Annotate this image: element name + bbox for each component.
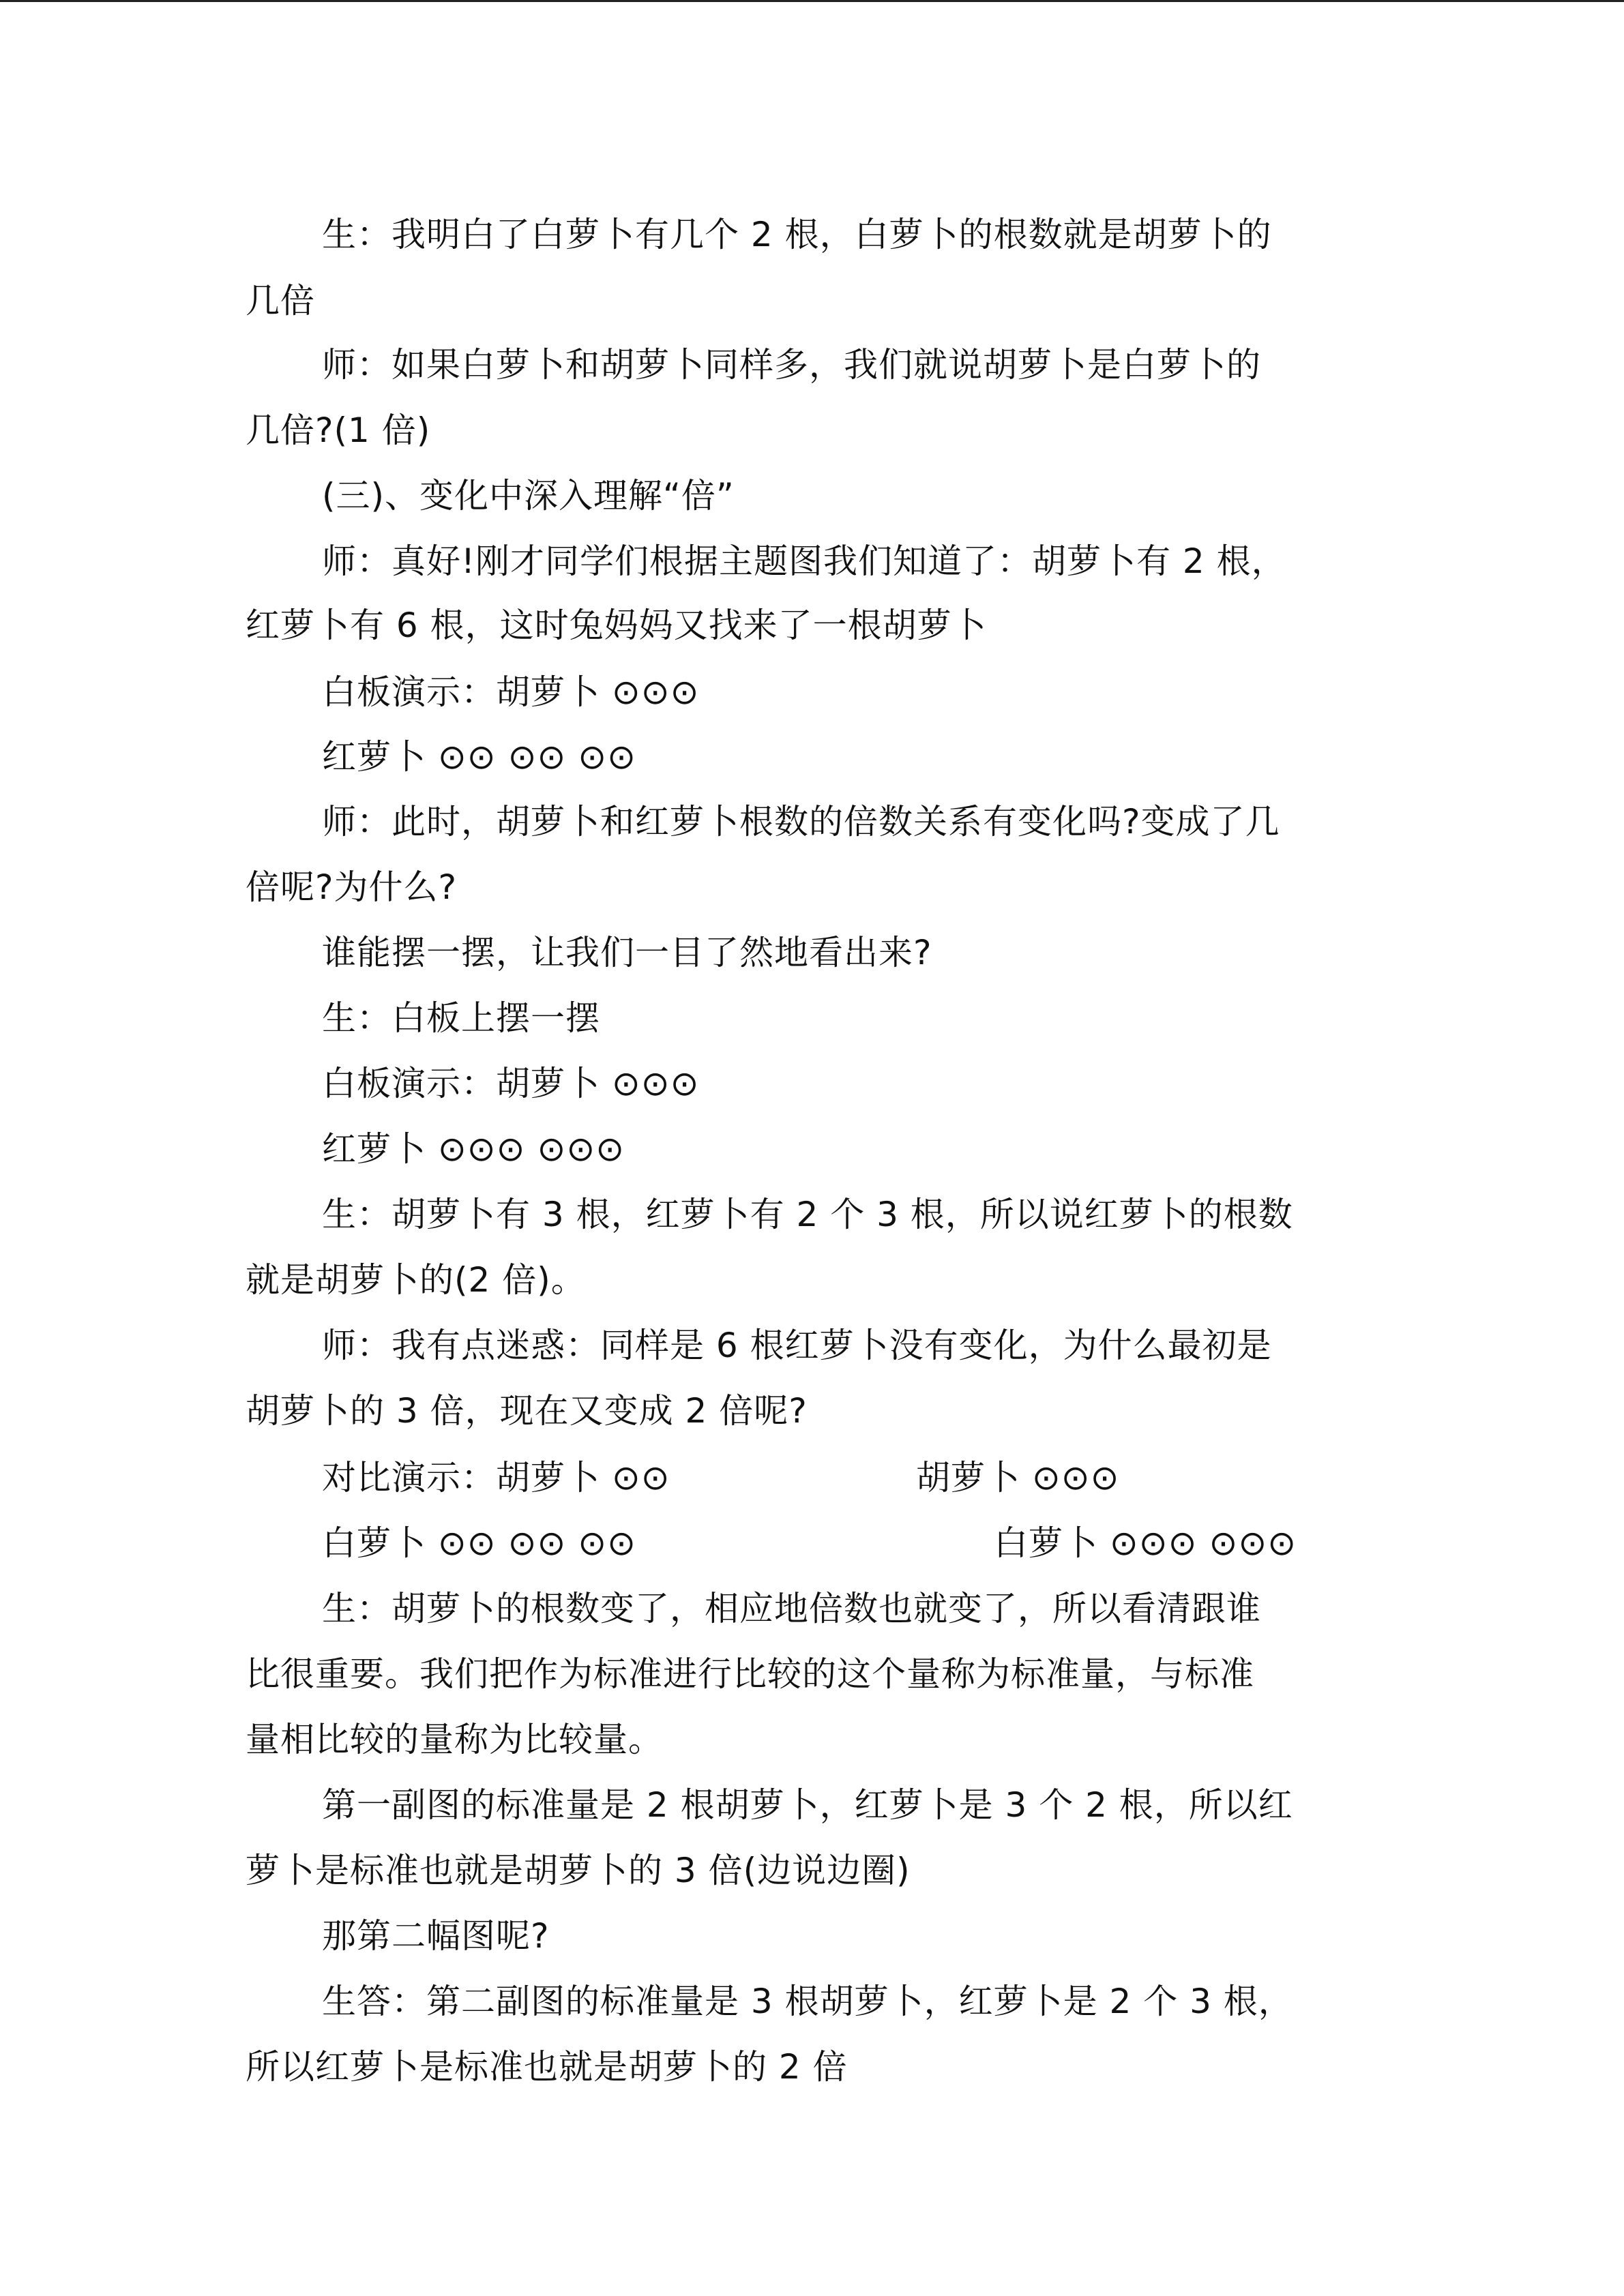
text-line: 比很重要。我们把作为标准进行比较的这个量称为标准量，与标准 xyxy=(246,1654,1254,1694)
text-line: 量相比较的量称为比较量。 xyxy=(246,1720,663,1759)
section-heading: (三)、变化中深入理解“倍” xyxy=(322,476,735,516)
text-line: 第一副图的标准量是 2 根胡萝卜，红萝卜是 3 个 2 根，所以红 xyxy=(322,1785,1293,1825)
text-line: 师：真好!刚才同学们根据主题图我们知道了：胡萝卜有 2 根， xyxy=(322,541,1286,581)
text-line: 生：白板上摆一摆 xyxy=(322,998,600,1038)
text-line: 生：胡萝卜有 3 根，红萝卜有 2 个 3 根，所以说红萝卜的根数 xyxy=(322,1195,1293,1234)
demo-line-right: 胡萝卜 ⊙⊙⊙ xyxy=(916,1458,1120,1497)
text-line: 那第二幅图呢? xyxy=(322,1916,550,1956)
text-line: 师：我有点迷惑：同样是 6 根红萝卜没有变化，为什么最初是 xyxy=(322,1326,1272,1365)
text-line: 就是胡萝卜的(2 倍)。 xyxy=(246,1260,586,1300)
demo-line-right: 白萝卜 ⊙⊙⊙ ⊙⊙⊙ xyxy=(994,1523,1297,1563)
text-line: 倍呢?为什么? xyxy=(246,867,458,907)
text-line: 几倍?(1 倍) xyxy=(246,411,431,450)
text-line: 胡萝卜的 3 倍，现在又变成 2 倍呢? xyxy=(246,1391,808,1431)
text-line: 谁能摆一摆，让我们一目了然地看出来? xyxy=(322,933,932,972)
demo-line: 白板演示：胡萝卜 ⊙⊙⊙ xyxy=(322,1064,700,1103)
text-line: 所以红萝卜是标准也就是胡萝卜的 2 倍 xyxy=(246,2047,848,2087)
page-top-border xyxy=(0,0,1624,2)
demo-line-left: 对比演示：胡萝卜 ⊙⊙ xyxy=(322,1458,670,1497)
text-line: 红萝卜有 6 根，这时兔妈妈又找来了一根胡萝卜 xyxy=(246,606,987,645)
demo-line: 红萝卜 ⊙⊙⊙ ⊙⊙⊙ xyxy=(322,1129,625,1169)
text-line: 萝卜是标准也就是胡萝卜的 3 倍(边说边圈) xyxy=(246,1851,911,1890)
text-line: 师：如果白萝卜和胡萝卜同样多，我们就说胡萝卜是白萝卜的 xyxy=(322,345,1261,385)
demo-line-left: 白萝卜 ⊙⊙ ⊙⊙ ⊙⊙ xyxy=(322,1523,637,1563)
text-line: 生：我明白了白萝卜有几个 2 根，白萝卜的根数就是胡萝卜的 xyxy=(322,215,1272,254)
demo-line: 白板演示：胡萝卜 ⊙⊙⊙ xyxy=(322,672,700,712)
text-line: 师：此时，胡萝卜和红萝卜根数的倍数关系有变化吗?变成了几 xyxy=(322,802,1280,841)
text-line: 几倍 xyxy=(246,281,315,320)
demo-line: 红萝卜 ⊙⊙ ⊙⊙ ⊙⊙ xyxy=(322,737,637,777)
text-line: 生答：第二副图的标准量是 3 根胡萝卜，红萝卜是 2 个 3 根， xyxy=(322,1982,1293,2021)
text-line: 生：胡萝卜的根数变了，相应地倍数也就变了，所以看清跟谁 xyxy=(322,1589,1261,1628)
